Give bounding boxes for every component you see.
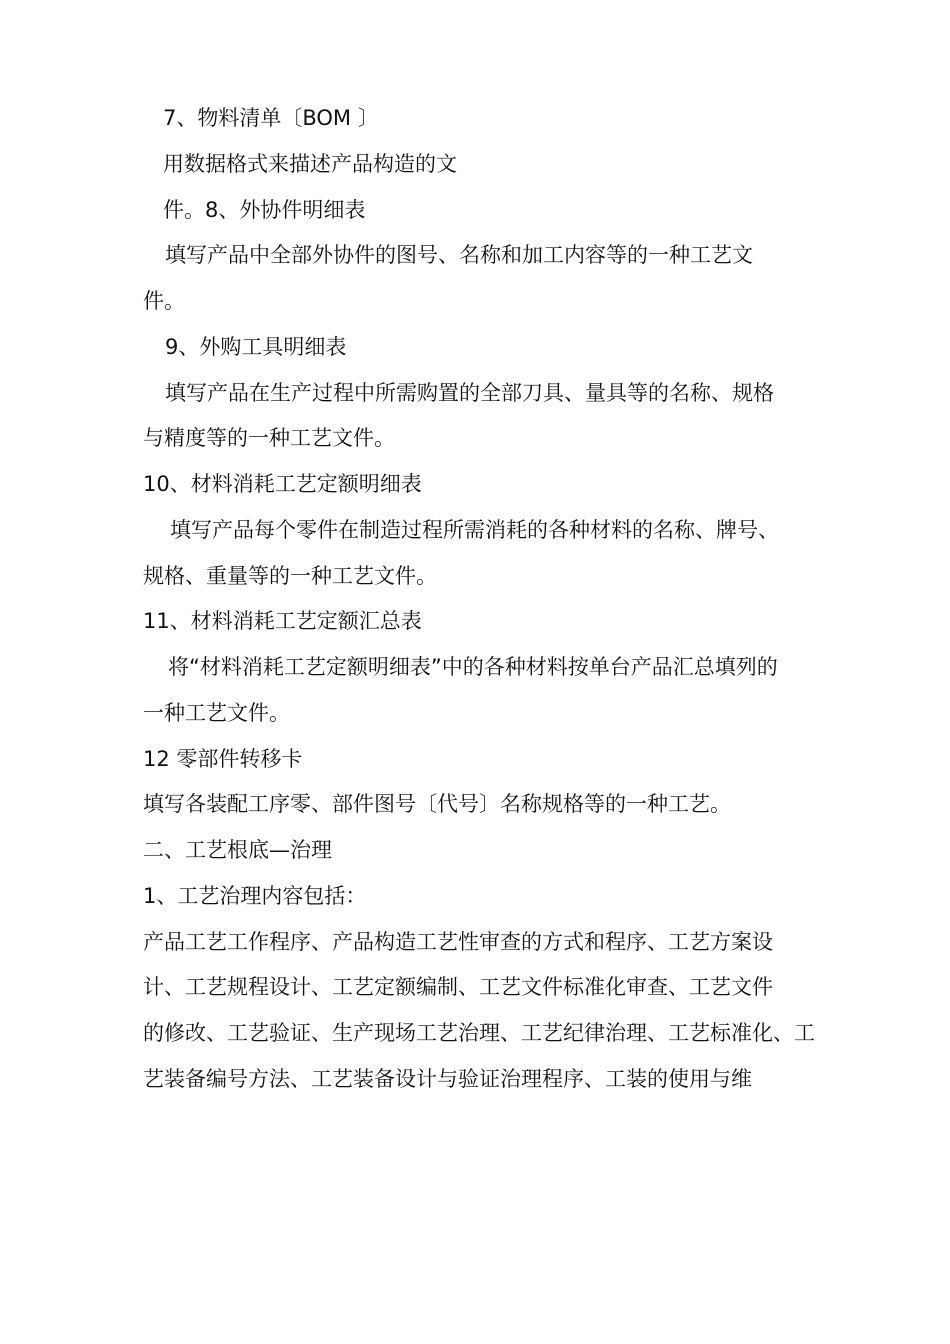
text-line: 件。	[143, 289, 185, 313]
text-line: 填写产品中全部外协件的图号、名称和加工内容等的一种工艺文	[165, 243, 753, 267]
text-line: 填写产品每个零件在制造过程所需消耗的各种材料的名称、牌号、	[170, 518, 779, 542]
text-line: 的修改、工艺验证、生产现场工艺治理、工艺纪律治理、工艺标准化、工	[143, 1021, 815, 1045]
text-line: 产品工艺工作程序、产品构造工艺性审查的方式和程序、工艺方案设	[143, 930, 773, 954]
text-line: 用数据格式来描述产品构造的文	[163, 152, 457, 176]
heading-bom: 7、物料清单〔BOM 〕	[163, 106, 379, 130]
text-line: 艺装备编号方法、工艺装备设计与验证治理程序、工装的使用与维	[143, 1067, 752, 1091]
text-line: 填写各装配工序零、部件图号〔代号〕名称规格等的一种工艺。	[143, 792, 731, 816]
text-line: 与精度等的一种工艺文件。	[143, 426, 395, 450]
heading-material-quota-detail: 10、材料消耗工艺定额明细表	[143, 472, 422, 496]
text-line: 填写产品在生产过程中所需购置的全部刀具、量具等的名称、规格	[165, 381, 774, 405]
text-line: 计、工艺规程设计、工艺定额编制、工艺文件标准化审查、工艺文件	[143, 975, 773, 999]
heading-process-management: 1、工艺治理内容包括：	[143, 884, 367, 908]
text-line: 规格、重量等的一种工艺文件。	[143, 564, 437, 588]
heading-parts-transfer-card: 12 零部件转移卡	[143, 747, 303, 771]
text-line: 一种工艺文件。	[143, 701, 290, 725]
text-line: 将“材料消耗工艺定额明细表”中的各种材料按单台产品汇总填列的	[168, 655, 778, 679]
heading-purchased-tools: 9、外购工具明细表	[165, 335, 347, 359]
heading-material-quota-summary: 11、材料消耗工艺定额汇总表	[143, 609, 422, 633]
heading-outsourced-parts: 件。8、外协件明细表	[163, 198, 366, 222]
section-heading: 二、工艺根底—治理	[143, 838, 332, 862]
